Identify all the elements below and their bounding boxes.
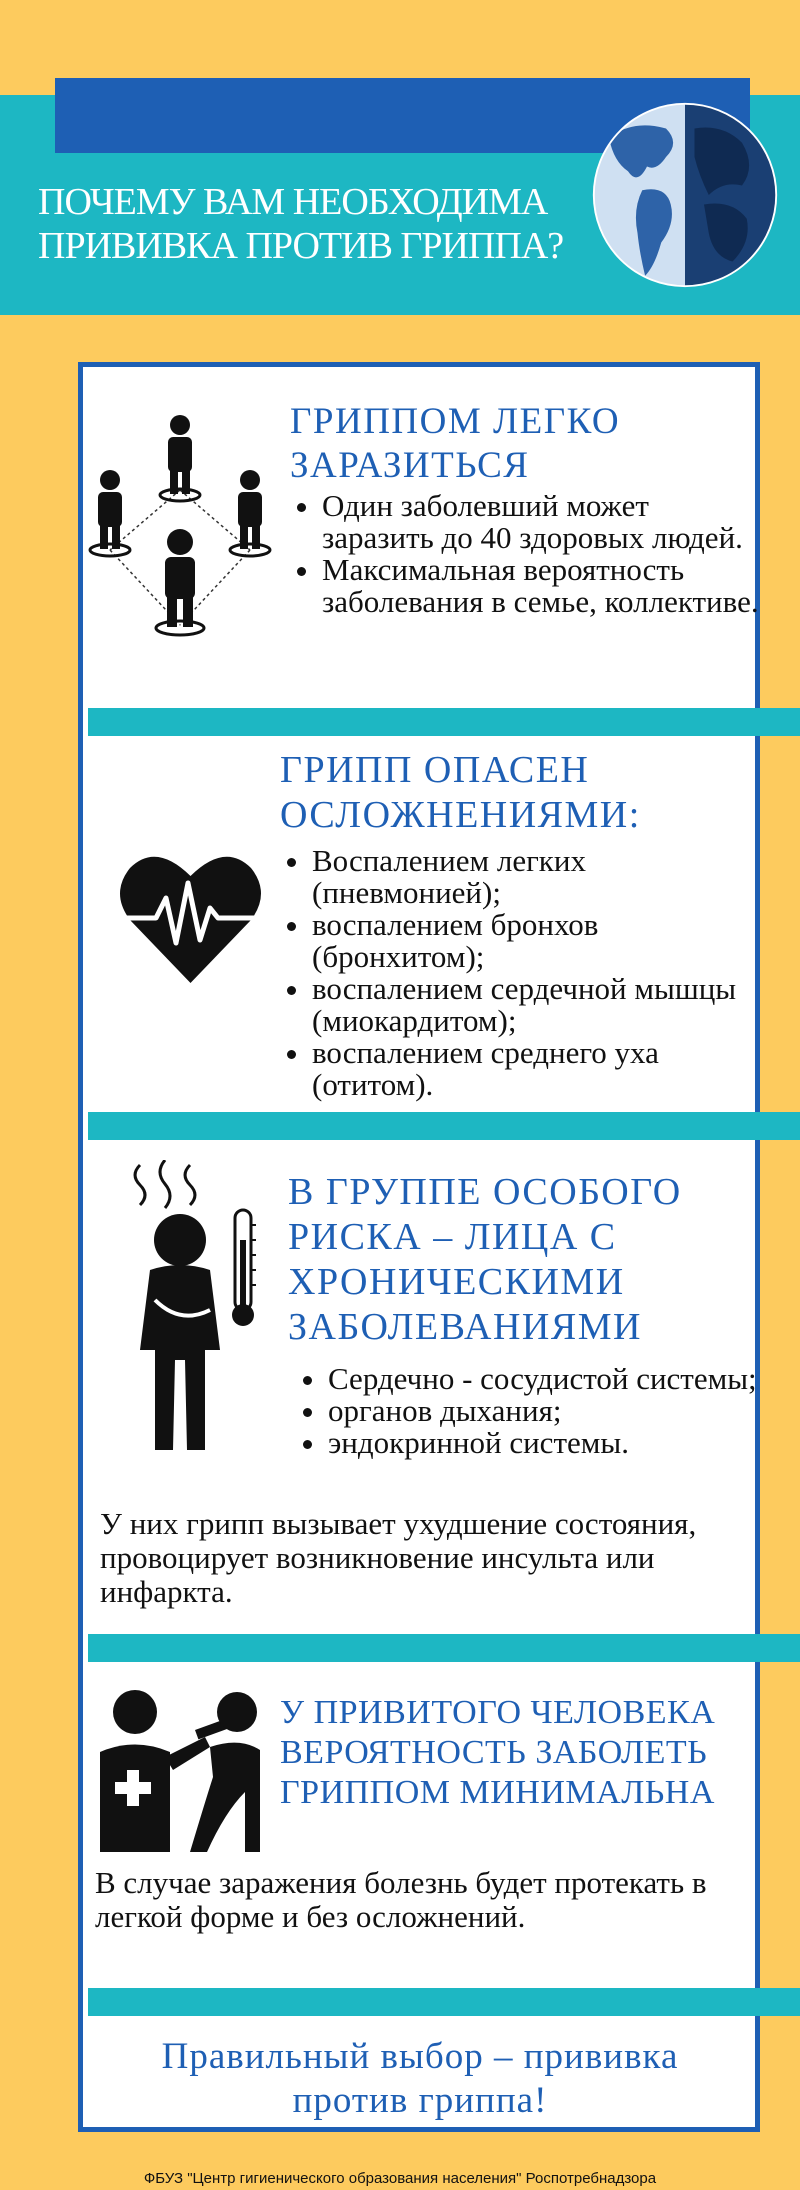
list-item: • Один заболевший может заразить до 40 здоровых людей. xyxy=(322,490,762,554)
closing-message: Правильный выбор – прививка против гриппа! xyxy=(161,2036,679,2121)
footer-credit: ФБУЗ "Центр гигиенического образования населения" Роспотребнадзора xyxy=(143,2170,657,2187)
section-2-title: ГРИПП ОПАСЕН ОСЛОЖНЕНИЯМИ: xyxy=(280,749,641,836)
section-divider xyxy=(88,1634,800,1662)
list-item: • воспалением среднего уха (отитом). xyxy=(312,1037,762,1101)
list-item: • эндокринной системы. xyxy=(328,1427,768,1459)
list-item: • воспалением сердечной мышцы (миокардитом); xyxy=(312,973,762,1037)
title-line-2: ПРИВИВКА ПРОТИВ ГРИППА? xyxy=(38,225,564,267)
doctor-vaccination-icon xyxy=(95,1682,270,1852)
list-item: • Сердечно - сосудистой системы; xyxy=(328,1363,768,1395)
people-network-icon xyxy=(85,410,275,640)
section-1-title: ГРИППОМ ЛЕГКО ЗАРАЗИТЬСЯ xyxy=(290,401,621,486)
section-3-title: В ГРУППЕ ОСОБОГО РИСКА – ЛИЦА С ХРОНИЧЕСКИМИ ЗАБОЛЕВАНИЯМИ xyxy=(288,1171,682,1348)
section-3-bullets xyxy=(298,1363,768,1459)
page-title xyxy=(38,180,598,268)
section-3-paragraph: У них грипп вызывает ухудшение состояния, провоцирует возникновение инсульта или инфаркта. xyxy=(100,1506,697,1609)
section-1-bullets xyxy=(292,490,762,618)
list-item: • Максимальная вероятность заболевания в семье, коллективе. xyxy=(322,554,762,618)
section-divider xyxy=(88,708,800,736)
heart-pulse-icon xyxy=(118,848,263,993)
globe-icon xyxy=(590,100,780,290)
section-divider xyxy=(88,1988,800,2016)
section-4-paragraph: В случае заражения болезнь будет протекать в легкой форме и без осложнений. xyxy=(95,1865,707,1934)
section-2-bullets xyxy=(282,845,762,1101)
list-item: • воспалением бронхов (бронхитом); xyxy=(312,909,762,973)
title-line-1: ПОЧЕМУ ВАМ НЕОБХОДИМА xyxy=(38,181,548,223)
section-4-title: У ПРИВИТОГО ЧЕЛОВЕКА ВЕРОЯТНОСТЬ ЗАБОЛЕТЬ ГРИППОМ МИНИМАЛЬНА xyxy=(280,1694,716,1811)
list-item: • органов дыхания; xyxy=(328,1395,768,1427)
section-divider xyxy=(88,1112,800,1140)
list-item: • Воспалением легких (пневмонией); xyxy=(312,845,762,909)
sick-person-thermometer-icon xyxy=(125,1160,265,1460)
